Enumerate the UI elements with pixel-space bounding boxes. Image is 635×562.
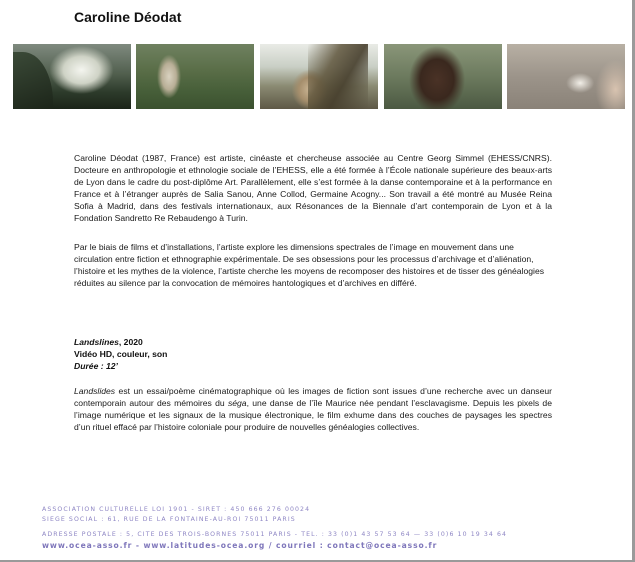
bio-paragraph-2: Par le biais de films et d’installations, l’artiste explore les dimensions spectrales de l’image en mouvement dans une circulation entre fiction et ethnographie expérimentale. De ses obsessions pour les processus d’archivage et d’aliénation, l’histoire et les mythes de la violence, l’artiste cherche les moyens de recomposer des histoires et de tisser des généalogies réduites au silence par la convocation de mémoires hantologiques et d’archives en différé. [74,242,545,289]
bio-paragraph-1: Caroline Déodat (1987, France) est artiste, cinéaste et chercheuse associée au Centre Georg Simmel (EHESS/CNRS). Docteure en anthropologie et ethnologie sociale de l’EHESS, elle a été formée à l’École nationale supérieure des beaux-arts de Lyon dans le cadre du post-diplôme Art. Parallèlement, elle s’est formée à la danse contemporaine et à la performance en France et à l’étranger auprès de Salia Sanou, Anne Collod, Germaine Acogny... Son travail a été montré au Musée Reina Sofia à Madrid, dans des festivals internationaux, aux Résonances de la Biennale d’art contemporain de Lyon et à la Fondation Sandretto Re Rebaudengo à Turin. [74,153,552,224]
footer-postal-address: ADRESSE POSTALE : 5, CITE DES TROIS-BORNES 75011 PARIS - TEL. : 33 (0)1 43 57 53 64 — 33 (0)6 10 19 34 64 [42,531,508,538]
work-title: Landslines [74,337,119,347]
synopsis-text-2: , une danse de l’île Maurice née pendant l’esclavagisme. Depuis les pixels de l’image numérique et les signaux de la musique électronique, le film exhume dans des couches de paysages les spectres d’un rituel effacé par l’histoire coloniale pour produire de nouvelles généalogies collectives. [74,398,552,433]
film-still-man-and-tree [260,44,378,109]
work-details [74,336,167,372]
footer-siege: SIEGE SOCIAL : 61, RUE DE LA FONTAINE-AU-ROI 75011 PARIS [42,516,296,523]
synopsis-text-1: est un essai/poème cinématographique où les images de fiction sont issues d’une recherche avec un danseur contemporain autour des mémoires du [74,386,552,409]
film-still-forest-mountain [13,44,131,109]
film-still-portrait [384,44,502,109]
work-year: , 2020 [118,337,143,347]
footer-association: ASSOCIATION CULTURELLE LOI 1901 - SIRET : 450 666 276 00024 [42,506,311,513]
work-format: Vidéo HD, couleur, son [74,349,168,360]
footer-web-links[interactable]: www.ocea-asso.fr - www.latitudes-ocea.org / courriel : contact@ocea-asso.fr [42,541,438,550]
work-title-line [74,336,167,348]
work-duration: Durée : 12’ [74,361,118,372]
film-still-hand-on-surface [507,44,625,109]
page-title: Caroline Déodat [74,9,182,25]
synopsis-film-title: Landslides [74,386,116,396]
film-still-figure-in-grass [136,44,254,109]
synopsis-paragraph [74,385,552,433]
synopsis-sega: séga [227,398,247,409]
film-stills-strip [13,44,623,109]
